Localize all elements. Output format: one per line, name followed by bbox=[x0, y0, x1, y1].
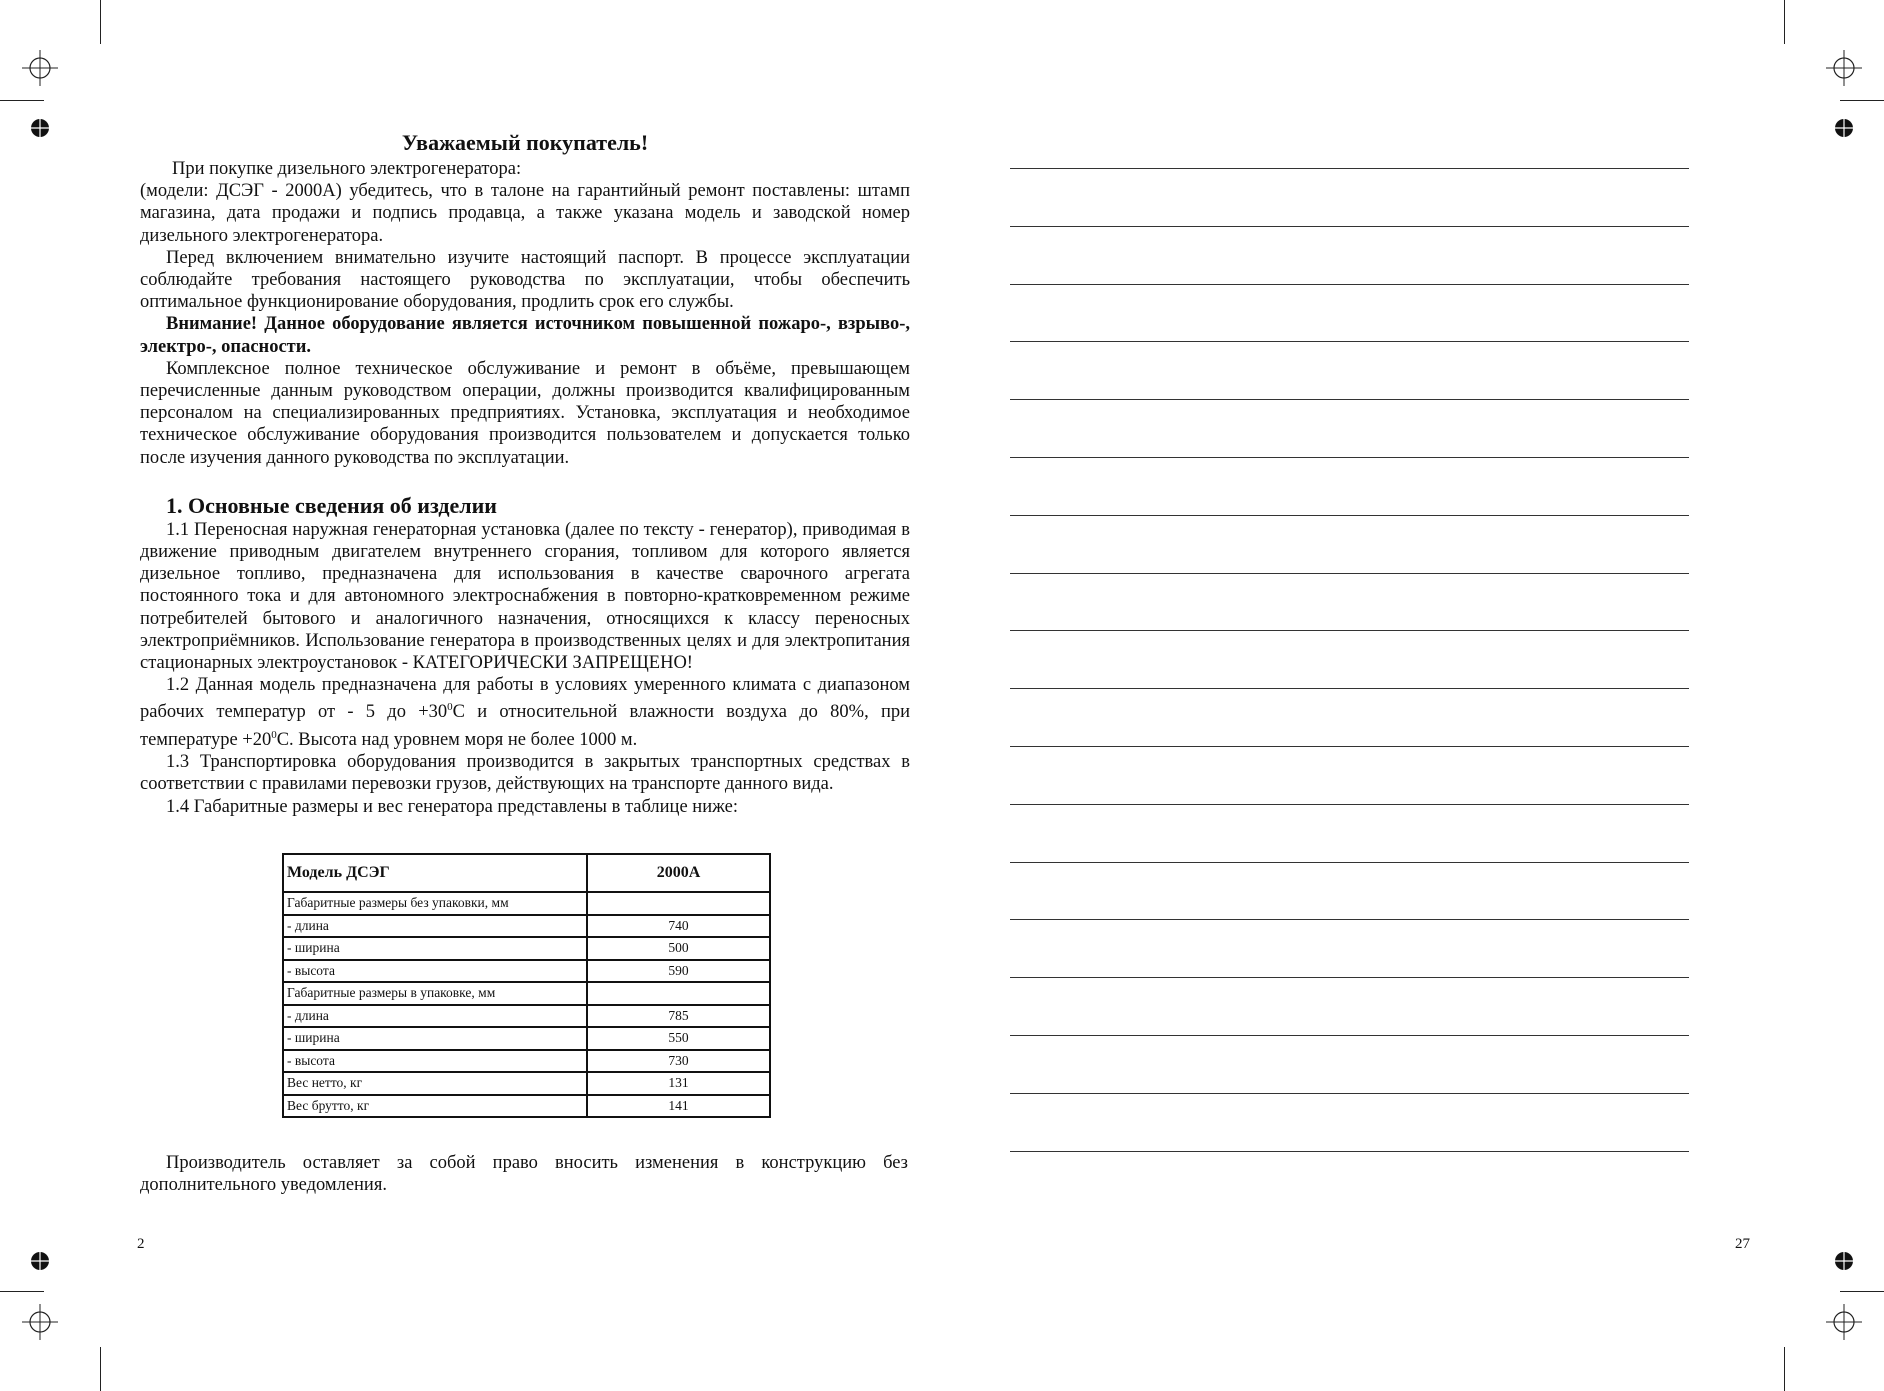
table-cell: Вес нетто, кг bbox=[283, 1072, 587, 1095]
table-row bbox=[283, 960, 770, 983]
disclaimer-paragraph: Производитель оставляет за собой право вносить изменения в конструкцию без дополнительного уведомления. bbox=[140, 1153, 908, 1196]
table-header-cell: Модель ДСЭГ bbox=[283, 854, 587, 892]
section-heading: 1. Основные сведения об изделии bbox=[166, 492, 497, 518]
table-row bbox=[283, 1027, 770, 1050]
blank-writing-line bbox=[1010, 1151, 1689, 1152]
left-page bbox=[140, 128, 910, 818]
blank-writing-line bbox=[1010, 284, 1689, 285]
footer-note bbox=[140, 1152, 908, 1196]
table-row bbox=[283, 1095, 770, 1118]
intro-paragraph: Перед включением внимательно изучите настоящий паспорт. В процессе эксплуатации соблюдайте требования настоящего руководства по эксплуатации, чтобы обеспечить оптимальное функционирование оборудования, продлить срок его службы. bbox=[140, 247, 910, 313]
trim-mark bbox=[100, 1347, 101, 1391]
warning-paragraph: Внимание! Данное оборудование является источником повышенной пожаро-, взрыво-, электро-, опасности. bbox=[140, 314, 910, 357]
blank-writing-line bbox=[1010, 515, 1689, 516]
table-cell: Габаритные размеры в упаковке, мм bbox=[283, 982, 587, 1005]
section-paragraph: 1.2 Данная модель предназначена для работы в условиях умеренного климата с диапазоном рабочих температур от - 5 до $+30^0С$ и относительной влажности воздуха до 80%, при температуре $+20^0С$. Высота над уровнем моря не более 1000 м. bbox=[140, 675, 911, 750]
registration-mark-icon bbox=[20, 1302, 60, 1342]
table-row bbox=[283, 937, 770, 960]
trim-mark bbox=[1840, 100, 1884, 101]
table-cell bbox=[587, 892, 770, 915]
section-paragraph: 1.1 Переносная наружная генераторная установка (далее по тексту - генератор), приводимая в движение приводным двигателем внутреннего сгорания, топливом для которого является дизельное топливо, предназначена для использования в качестве сварочного агрегата постоянного тока и для автономного электроснабжения в повторно-кратковременном режиме потребителей бытового и аналогичного назначения, относящихся к классу переносных электроприёмников. Использование генератора в производственных целях и для электропитания стационарных электроустановок - КАТЕГОРИЧЕСКИ ЗАПРЕЩЕНО! bbox=[140, 519, 910, 674]
table-header-cell: 2000А bbox=[587, 854, 770, 892]
blank-writing-line bbox=[1010, 977, 1689, 978]
table-cell: - высота bbox=[283, 960, 587, 983]
intro-paragraph: (модели: ДСЭГ - 2000А) убедитесь, что в талоне на гарантийный ремонт поставлены: штамп магазина, дата продажи и подпись продавца, а также указана модель и заводской номер дизельного электрогенератора. bbox=[140, 181, 910, 246]
table-cell: 141 bbox=[587, 1095, 770, 1118]
registration-dot-icon bbox=[30, 1251, 50, 1271]
page-number-left: 2 bbox=[137, 1236, 145, 1252]
table-cell: - высота bbox=[283, 1050, 587, 1073]
registration-mark-icon bbox=[20, 48, 60, 88]
section-paragraph: 1.4 Габаритные размеры и вес генератора представлены в таблице ниже: bbox=[166, 796, 738, 817]
blank-writing-line bbox=[1010, 862, 1689, 863]
table-cell: - длина bbox=[283, 1005, 587, 1028]
table-cell: 590 bbox=[587, 960, 770, 983]
table-cell: 740 bbox=[587, 915, 770, 938]
table-header-row bbox=[283, 854, 770, 892]
blank-writing-line bbox=[1010, 226, 1689, 227]
registration-dot-icon bbox=[30, 118, 50, 138]
trim-mark bbox=[1784, 0, 1785, 44]
trim-mark bbox=[0, 100, 44, 101]
table-row bbox=[283, 1005, 770, 1028]
registration-dot-icon bbox=[1834, 1251, 1854, 1271]
table-row bbox=[283, 892, 770, 915]
table-cell: 785 bbox=[587, 1005, 770, 1028]
blank-writing-line bbox=[1010, 573, 1689, 574]
dimensions-table bbox=[282, 853, 771, 1118]
intro-paragraph: При покупке дизельного электрогенератора: bbox=[172, 159, 522, 179]
blank-writing-line bbox=[1010, 168, 1689, 169]
registration-mark-icon bbox=[1824, 1302, 1864, 1342]
page-number-right: 27 bbox=[1735, 1236, 1750, 1252]
trim-mark bbox=[1840, 1291, 1884, 1292]
table-cell: - ширина bbox=[283, 937, 587, 960]
blank-writing-line bbox=[1010, 399, 1689, 400]
blank-writing-line bbox=[1010, 1093, 1689, 1094]
registration-mark-icon bbox=[1824, 48, 1864, 88]
blank-writing-line bbox=[1010, 630, 1689, 631]
section-paragraph: 1.3 Транспортировка оборудования производится в закрытых транспортных средствах в соответствии с правилами перевозки грузов, действующих на транспорте данного вида. bbox=[140, 752, 910, 795]
page-title: Уважаемый покупатель! bbox=[401, 130, 649, 155]
table-cell: 550 bbox=[587, 1027, 770, 1050]
table-cell: 730 bbox=[587, 1050, 770, 1073]
trim-mark bbox=[0, 1291, 44, 1292]
blank-writing-line bbox=[1010, 919, 1689, 920]
blank-writing-line bbox=[1010, 804, 1689, 805]
table-cell bbox=[587, 982, 770, 1005]
table-row bbox=[283, 915, 770, 938]
blank-writing-line bbox=[1010, 1035, 1689, 1036]
table-row bbox=[283, 1072, 770, 1095]
table-cell: 500 bbox=[587, 937, 770, 960]
table-cell: 131 bbox=[587, 1072, 770, 1095]
blank-writing-line bbox=[1010, 457, 1689, 458]
table-cell: Вес брутто, кг bbox=[283, 1095, 587, 1118]
blank-writing-line bbox=[1010, 341, 1689, 342]
intro-paragraph: Комплексное полное техническое обслуживание и ремонт в объёме, превышающем перечисленные данным руководством операции, должны производится квалифицированным персоналом на специализированных предприятиях. Установка, эксплуатация и необходимое техническое обслуживание оборудования производится пользователем и допускается только после изучения данного руководства по эксплуатации. bbox=[140, 358, 910, 468]
blank-writing-line bbox=[1010, 688, 1689, 689]
table-cell: - ширина bbox=[283, 1027, 587, 1050]
registration-dot-icon bbox=[1834, 118, 1854, 138]
table-cell: Габаритные размеры без упаковки, мм bbox=[283, 892, 587, 915]
table-row bbox=[283, 1050, 770, 1073]
trim-mark bbox=[1784, 1347, 1785, 1391]
table-row bbox=[283, 982, 770, 1005]
blank-writing-line bbox=[1010, 746, 1689, 747]
trim-mark bbox=[100, 0, 101, 44]
table-cell: - длина bbox=[283, 915, 587, 938]
